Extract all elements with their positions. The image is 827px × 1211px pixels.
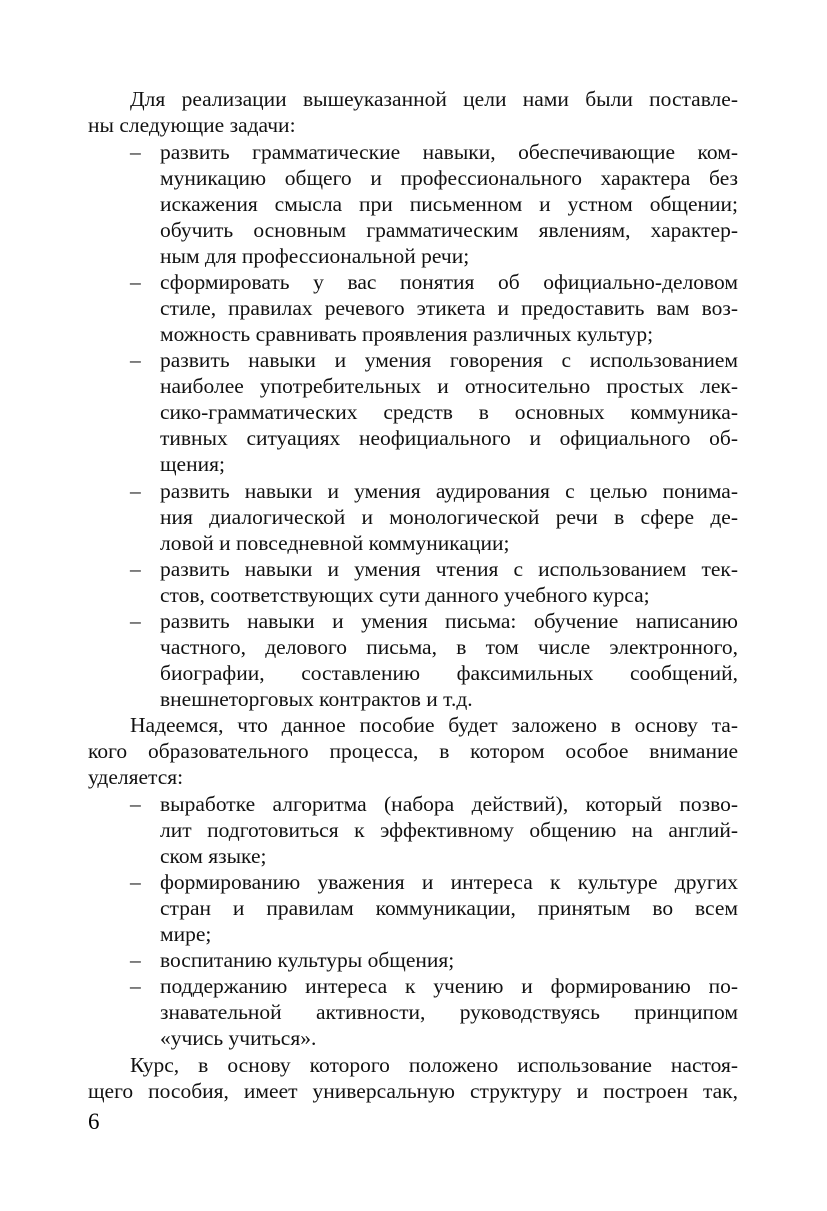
text-line: ны следующие задачи: bbox=[88, 113, 296, 137]
list-bullet-dash: – bbox=[130, 792, 141, 816]
text-line: обучить основным грамматическим явлениям, характер- bbox=[160, 218, 738, 242]
list-bullet-dash: – bbox=[130, 348, 141, 372]
list-item-line: развить навыки и умения говорения с использованием bbox=[160, 348, 738, 372]
text-line: стов, соответствующих сути данного учебного курса; bbox=[160, 583, 650, 607]
list-bullet-dash: – bbox=[130, 609, 141, 633]
list-item-line: поддержанию интереса к учению и формированию по- bbox=[160, 974, 738, 998]
text-line: муникацию общего и профессионального характера без bbox=[160, 166, 738, 190]
text-line: уделяется: bbox=[88, 765, 184, 789]
list-bullet-dash: – bbox=[130, 557, 141, 581]
text-line: ным для профессиональной речи; bbox=[160, 244, 470, 268]
text-line: стиле, правилах речевого этикета и предоставить вам воз- bbox=[160, 296, 738, 320]
text-line: ния диалогической и монологической речи в сфере де- bbox=[160, 505, 738, 529]
text-line: сико-грамматических средств в основных коммуника- bbox=[160, 400, 738, 424]
list-item-line: развить навыки и умения письма: обучение написанию bbox=[160, 609, 738, 633]
list-bullet-dash: – bbox=[130, 948, 141, 972]
list-item-line: выработке алгоритма (набора действий), который позво- bbox=[160, 792, 738, 816]
list-bullet-dash: – bbox=[130, 870, 141, 894]
text-line: лит подготовиться к эффективному общению на англий- bbox=[160, 818, 738, 842]
text-line: можность сравнивать проявления различных культур; bbox=[160, 322, 654, 346]
text-line: стран и правилам коммуникации, принятым во всем bbox=[160, 896, 738, 920]
text-line: Надеемся, что данное пособие будет заложено в основу та- bbox=[130, 713, 738, 737]
text-line: наиболее употребительных и относительно простых лек- bbox=[160, 374, 738, 398]
list-item-line: формированию уважения и интереса к культуре других bbox=[160, 870, 738, 894]
text-line: ском языке; bbox=[160, 844, 267, 868]
text-line: Курс, в основу которого положено использование настоя- bbox=[130, 1053, 738, 1077]
text-line: частного, делового письма, в том числе электронного, bbox=[160, 635, 738, 659]
list-bullet-dash: – bbox=[130, 974, 141, 998]
list-bullet-dash: – bbox=[130, 140, 141, 164]
text-line: биографии, составлению факсимильных сообщений, bbox=[160, 661, 738, 685]
list-item-line: развить навыки и умения чтения с использованием тек- bbox=[160, 557, 738, 581]
list-item-line: воспитанию культуры общения; bbox=[160, 948, 455, 972]
page-number: 6 bbox=[88, 1109, 100, 1134]
text-line: искажения смысла при письменном и устном общении; bbox=[160, 192, 738, 216]
text-line: внешнеторговых контрактов и т.д. bbox=[160, 687, 473, 711]
text-line: тивных ситуациях неофициального и официального об- bbox=[160, 426, 738, 450]
list-item-line: развить грамматические навыки, обеспечивающие ком- bbox=[160, 140, 738, 164]
list-item-line: развить навыки и умения аудирования с целью понима- bbox=[160, 479, 738, 503]
text-line: «учись учиться». bbox=[160, 1026, 317, 1050]
list-item-line: сформировать у вас понятия об официально-деловом bbox=[160, 270, 738, 294]
text-line: Для реализации вышеуказанной цели нами были поставле- bbox=[130, 87, 738, 111]
text-line: щего пособия, имеет универсальную структуру и построен так, bbox=[88, 1079, 738, 1103]
text-line: знавательной активности, руководствуясь принципом bbox=[160, 1000, 738, 1024]
text-line: кого образовательного процесса, в котором особое внимание bbox=[88, 739, 738, 763]
text-line: ловой и повседневной коммуникации; bbox=[160, 531, 510, 555]
text-line: щения; bbox=[160, 452, 225, 476]
list-bullet-dash: – bbox=[130, 270, 141, 294]
text-line: мире; bbox=[160, 922, 212, 946]
list-bullet-dash: – bbox=[130, 479, 141, 503]
